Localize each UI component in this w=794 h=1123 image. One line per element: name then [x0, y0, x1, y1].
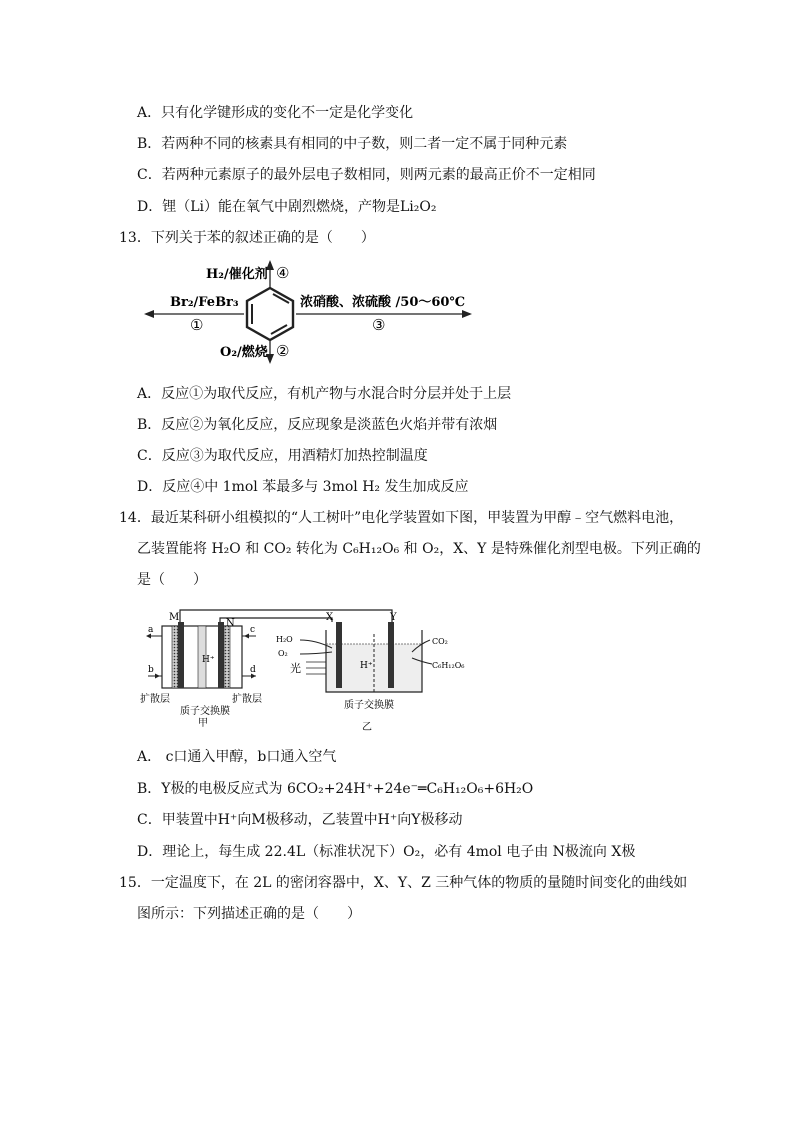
- label-d: d: [250, 665, 256, 675]
- q13-option-d: D．反应④中 1mol 苯最多与 3mol H₂ 发生加成反应: [137, 479, 469, 495]
- electrode-y: [388, 622, 394, 688]
- electrode-m: [178, 622, 184, 688]
- label-n: N: [226, 618, 235, 629]
- top-reagent-label: H₂/催化剂: [206, 267, 268, 282]
- q15-stem-line-2: 图所示：下列描述正确的是（ ）: [137, 906, 361, 922]
- label-light: 光: [290, 662, 301, 675]
- left-reaction-number: ①: [190, 316, 204, 334]
- label-hplus-jia: H⁺: [202, 655, 215, 665]
- q12-option-b: B．若两种不同的核素具有相同的中子数，则二者一定不属于同种元素: [137, 136, 568, 152]
- right-arrowhead: [462, 310, 472, 318]
- right-reaction-number: ③: [372, 316, 386, 334]
- left-arrowhead: [144, 310, 154, 318]
- q14-option-b: B．Y极的电极反应式为 6CO₂+24H⁺+24e⁻═C₆H₁₂O₆+6H₂O: [137, 781, 534, 797]
- label-co2: CO₂: [432, 637, 448, 646]
- q14-stem-line-1: 14．最近某科研小组模拟的“人工树叶”电化学装置如下图，甲装置为甲醇﹣空气燃料电池，: [119, 510, 684, 526]
- q14-option-c: C．甲装置中H⁺向M极移动，乙装置中H⁺向Y极移动: [137, 812, 463, 828]
- label-h2o: H₂O: [276, 635, 293, 644]
- external-wire: [180, 610, 392, 622]
- q13-stem: 13．下列关于苯的叙述正确的是（ ）: [119, 230, 375, 246]
- label-hplus-yi: H⁺: [360, 661, 373, 671]
- q12-option-a: A．只有化学键形成的变化不一定是化学变化: [137, 105, 414, 121]
- q14-stem-line-2: 乙装置能将 H₂O 和 CO₂ 转化为 C₆H₁₂O₆ 和 O₂，X、Y 是特殊催化剂型电极。下列正确的: [137, 541, 701, 557]
- label-glucose: C₆H₁₂O₆: [432, 661, 465, 670]
- label-x: X: [326, 612, 334, 623]
- q15-stem-line-1: 15．一定温度下，在 2L 的密闭容器中，X、Y、Z 三种气体的物质的量随时间变化的曲线如: [119, 875, 688, 891]
- top-reaction-number: ④: [276, 264, 290, 282]
- q13-option-a: A．反应①为取代反应，有机产物与水混合时分层并处于上层: [137, 386, 512, 402]
- label-jia: 甲: [198, 718, 208, 729]
- label-c: c: [250, 625, 256, 635]
- label-membrane-jia: 质子交换膜: [180, 706, 230, 717]
- artificial-leaf-device-diagram: [140, 604, 510, 734]
- label-m: M: [169, 612, 180, 623]
- electrode-x: [336, 622, 342, 688]
- label-o2: O₂: [278, 649, 288, 658]
- label-membrane-yi: 质子交换膜: [344, 700, 394, 711]
- q13-option-c: C．反应③为取代反应，用酒精灯加热控制温度: [137, 448, 428, 464]
- q12-option-d: D．锂（Li）能在氧气中剧烈燃烧，产物是Li₂O₂: [137, 199, 437, 215]
- q13-option-b: B．反应②为氧化反应，反应现象是淡蓝色火焰并带有浓烟: [137, 417, 498, 433]
- label-b: b: [148, 665, 154, 675]
- label-diffusion-right: 扩散层: [232, 694, 262, 705]
- q14-option-a: A． c口通入甲醇，b口通入空气: [137, 749, 337, 765]
- electrode-n: [218, 622, 224, 688]
- bottom-reagent-label: O₂/燃烧: [220, 345, 268, 360]
- label-diffusion-left: 扩散层: [140, 694, 170, 705]
- q14-option-d: D．理论上，每生成 22.4L（标准状况下）O₂，必有 4mol 电子由 N极流向 X极: [137, 844, 636, 860]
- label-yi: 乙: [362, 722, 372, 733]
- label-a: a: [148, 625, 154, 635]
- left-reagent-label: Br₂/FeBr₃: [170, 295, 239, 310]
- diffusion-layer-left: [172, 626, 178, 688]
- label-y: Y: [390, 612, 397, 623]
- bottom-reaction-number: ②: [276, 342, 290, 360]
- q14-stem-line-3: 是（ ）: [137, 572, 207, 588]
- diffusion-layer-right: [224, 626, 230, 688]
- benzene-ring: [247, 288, 293, 340]
- right-reagent-label: 浓硝酸、浓硫酸 /50～60℃: [300, 295, 466, 310]
- q12-option-c: C．若两种元素原子的最外层电子数相同，则两元素的最高正价不一定相同: [137, 167, 596, 183]
- inner-wire: [220, 618, 332, 622]
- benzene-reaction-diagram: [140, 258, 480, 368]
